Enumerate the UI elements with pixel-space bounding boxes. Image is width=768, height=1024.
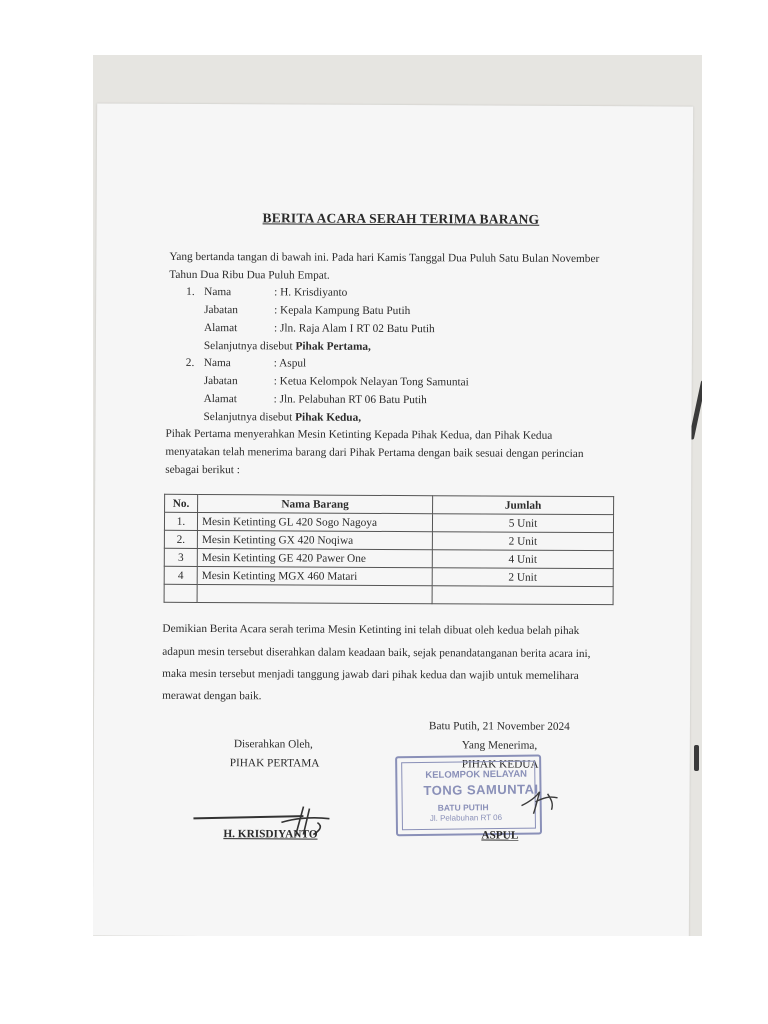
- cell-no: 2.: [164, 530, 197, 548]
- header-nama-barang: Nama Barang: [198, 494, 433, 513]
- cell-nama-barang: Mesin Ketinting GX 420 Noqiwa: [197, 530, 432, 549]
- cell-jumlah: 2 Unit: [432, 532, 613, 551]
- handover-text: Pihak Pertama menyerahkan Mesin Ketinting Kepada Pihak Kedua, dan Pihak Kedua: [165, 427, 553, 442]
- party2-number: 2.: [185, 356, 195, 369]
- intro-text: Yang bertanda tangan di bawah ini. Pada hari Kamis Tanggal Dua Puluh Satu Bulan November: [169, 250, 600, 266]
- left-sign-role: PIHAK PERTAMA: [229, 757, 320, 770]
- party2-alamat: : Jln. Pelabuhan RT 06 Batu Putih: [273, 393, 427, 407]
- stamp-line3: BATU PUTIH: [437, 802, 489, 813]
- party1-alamat: : Jln. Raja Alam I RT 02 Batu Putih: [273, 322, 435, 336]
- right-sign-name: ASPUL: [481, 829, 519, 842]
- closing-text: Demikian Berita Acara serah terima Mesin Ketinting ini telah dibuat oleh kedua belah pihak: [162, 622, 580, 637]
- right-sign-caption: Yang Menerima,: [461, 739, 538, 752]
- stamp-line4: Jl. Pelabuhan RT 06: [429, 812, 503, 823]
- cell-jumlah: [432, 586, 613, 605]
- right-sign-role: PIHAK KEDUA: [461, 758, 539, 771]
- left-sign-caption: Diserahkan Oleh,: [233, 738, 313, 751]
- cell-nama-barang: [197, 584, 432, 603]
- cell-no: 1.: [164, 512, 197, 530]
- handover-text: sebagai berikut :: [165, 463, 240, 477]
- cell-no: 3: [164, 548, 197, 566]
- stamp-line1: KELOMPOK NELAYAN: [425, 768, 528, 781]
- handover-text: menyatakan telah menerima barang dari Pihak Pertama dengan baik sesuai dengan perincian: [165, 445, 584, 460]
- items-table: [164, 494, 615, 605]
- cell-jumlah: 5 Unit: [432, 514, 613, 533]
- table-row: [164, 566, 613, 586]
- document-title: BERITA ACARA SERAH TERIMA BARANG: [262, 210, 540, 227]
- closing-text: adapun mesin tersebut diserahkan dalam keadaan baik, sejak penandatanganan berita acara ini,: [162, 645, 591, 661]
- party2-jabatan-label: Jabatan: [203, 375, 238, 388]
- party2-jabatan: : Ketua Kelompok Nelayan Tong Samuntai: [273, 375, 469, 389]
- document-sheet: [93, 103, 693, 936]
- party1-selanjutnya: Selanjutnya disebut: [203, 340, 293, 353]
- party1-designation: [204, 339, 371, 354]
- cell-no: 4: [164, 566, 197, 584]
- cell-nama-barang: Mesin Ketinting MGX 460 Matari: [197, 566, 432, 585]
- table-row: [164, 530, 613, 550]
- closing-text: maka mesin tersebut menjadi tanggung jawab dari pihak kedua dan wajib untuk memelihara: [162, 667, 579, 682]
- party1-nama-label: Nama: [204, 286, 232, 299]
- party1-jabatan: : Kepala Kampung Batu Putih: [274, 304, 411, 318]
- closing-text: merawat dengan baik.: [162, 689, 262, 703]
- party2-nama: : Aspul: [273, 357, 307, 370]
- table-header-row: [165, 494, 614, 514]
- header-no: No.: [165, 494, 198, 512]
- cell-nama-barang: Mesin Ketinting GL 420 Sogo Nagoya: [197, 512, 432, 531]
- party1-disebut: Pihak Pertama,: [295, 340, 371, 353]
- party2-disebut: Pihak Kedua,: [295, 411, 362, 424]
- cell-nama-barang: Mesin Ketinting GE 420 Pawer One: [197, 548, 432, 567]
- signature-right-icon: [517, 786, 563, 816]
- party2-selanjutnya: Selanjutnya disebut: [203, 411, 293, 424]
- party2-nama-label: Nama: [203, 357, 231, 370]
- header-jumlah: Jumlah: [433, 496, 614, 515]
- party1-jabatan-label: Jabatan: [204, 304, 239, 317]
- party1-nama: : H. Krisdiyanto: [274, 286, 348, 299]
- intro-text: Tahun Dua Ribu Dua Puluh Empat.: [169, 268, 330, 282]
- party1-alamat-label: Alamat: [203, 322, 238, 335]
- cell-no: [164, 584, 197, 602]
- place-date: Batu Putih, 21 November 2024: [428, 720, 570, 733]
- left-sign-name: H. KRISDIYANTO: [223, 828, 318, 841]
- table-row: [164, 512, 613, 532]
- document-photo: [93, 55, 702, 936]
- party2-designation: [204, 410, 362, 425]
- cell-jumlah: 4 Unit: [432, 550, 613, 569]
- stamp-line2: TONG SAMUNTAI: [423, 781, 539, 798]
- cell-jumlah: 2 Unit: [432, 568, 613, 587]
- table-row: [164, 584, 613, 604]
- party1-number: 1.: [186, 285, 195, 298]
- party2-alamat-label: Alamat: [203, 393, 237, 406]
- paper-edge-shadow: [694, 745, 699, 771]
- table-row: [164, 548, 613, 568]
